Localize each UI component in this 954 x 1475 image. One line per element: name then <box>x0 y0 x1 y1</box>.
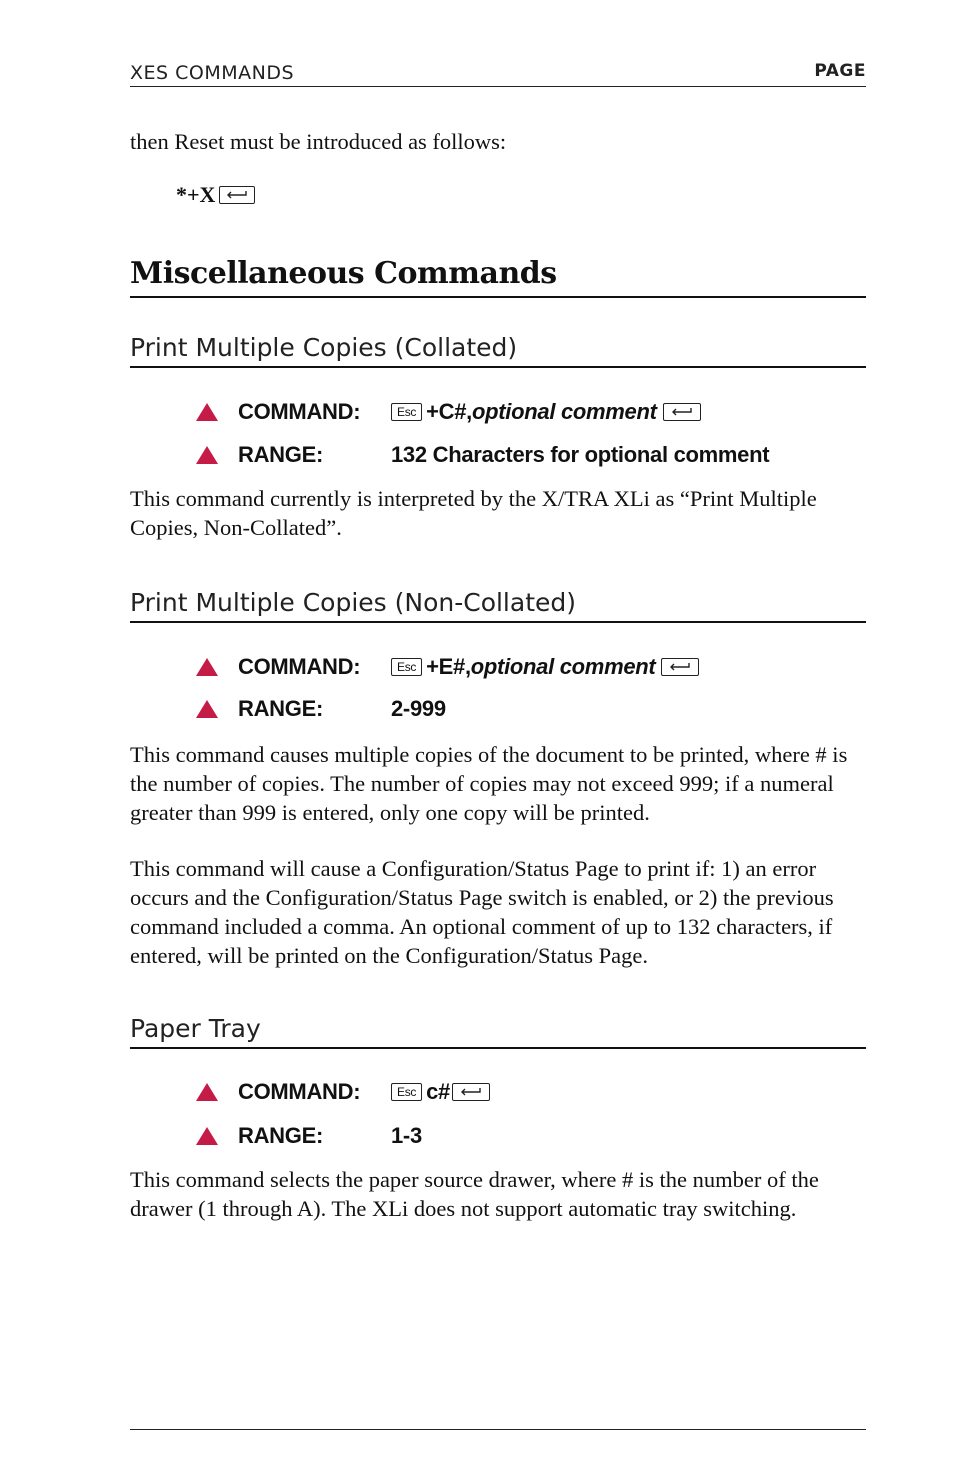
command-label: COMMAND: <box>238 1079 361 1104</box>
command-spec-paper-tray <box>196 1077 876 1107</box>
paragraph-non-collated-2: This command will cause a Configuration/Status Page to print if: 1) an error occurs and the Configuration/Status Page switch is enabled, or 2) the previous command included a comma. An optional comment of up to 132 characters, if entered, will be printed on the Configuration/Status Page. <box>130 856 834 968</box>
range-label: RANGE: <box>238 1123 323 1148</box>
running-header <box>130 60 866 87</box>
subsection-heading-paper-tray: Paper Tray <box>130 1014 866 1049</box>
enter-key-icon <box>663 403 701 421</box>
range-label: RANGE: <box>238 696 323 721</box>
triangle-bullet-icon <box>196 446 218 464</box>
header-section-title: XES COMMANDS <box>130 62 295 84</box>
range-label: RANGE: <box>238 442 323 467</box>
paragraph-paper-tray: This command selects the paper source drawer, where # is the number of the drawer (1 through A). The XLi does not support automatic tray switching. <box>130 1167 819 1221</box>
enter-key-icon <box>661 658 699 676</box>
command-code: +E#, <box>426 654 471 679</box>
reset-command-text: *+X <box>176 182 216 207</box>
paragraph-collated: This command currently is interpreted by the X/TRA XLi as “Print Multiple Copies, Non-Collated”. <box>130 486 817 540</box>
page-number: PAGE <box>814 61 866 81</box>
range-spec-collated <box>196 440 876 470</box>
command-code: c# <box>426 1079 450 1104</box>
range-spec-non-collated <box>196 694 876 724</box>
enter-key-icon <box>219 186 255 204</box>
esc-key-icon: Esc <box>391 658 422 676</box>
triangle-bullet-icon <box>196 700 218 718</box>
range-value: 2-999 <box>391 696 446 721</box>
command-code: +C#, <box>426 399 472 424</box>
reset-command-example <box>176 182 259 208</box>
section-heading: Miscellaneous Commands <box>130 256 866 298</box>
range-spec-paper-tray <box>196 1121 876 1151</box>
triangle-bullet-icon <box>196 1127 218 1145</box>
command-label: COMMAND: <box>238 654 361 679</box>
paragraph-non-collated-1: This command causes multiple copies of the document to be printed, where # is the number of copies. The number of copies may not exceed 999; if a numeral greater than 999 is entered, only one copy will be printed. <box>130 742 848 825</box>
intro-text: then Reset must be introduced as follows: <box>130 129 507 154</box>
esc-key-icon: Esc <box>391 1083 422 1101</box>
footer-rule <box>130 1429 866 1430</box>
triangle-bullet-icon <box>196 658 218 676</box>
range-value: 1-3 <box>391 1123 422 1148</box>
range-value: 132 Characters for optional comment <box>391 442 770 467</box>
command-optional-comment: optional comment <box>472 399 657 424</box>
command-spec-non-collated <box>196 652 876 682</box>
triangle-bullet-icon <box>196 403 218 421</box>
command-spec-collated <box>196 397 876 427</box>
command-optional-comment: optional comment <box>470 654 656 679</box>
esc-key-icon: Esc <box>391 403 422 421</box>
subsection-heading-non-collated: Print Multiple Copies (Non-Collated) <box>130 588 866 623</box>
enter-key-icon <box>452 1083 490 1101</box>
command-label: COMMAND: <box>238 399 361 424</box>
subsection-heading-collated: Print Multiple Copies (Collated) <box>130 333 866 368</box>
triangle-bullet-icon <box>196 1083 218 1101</box>
